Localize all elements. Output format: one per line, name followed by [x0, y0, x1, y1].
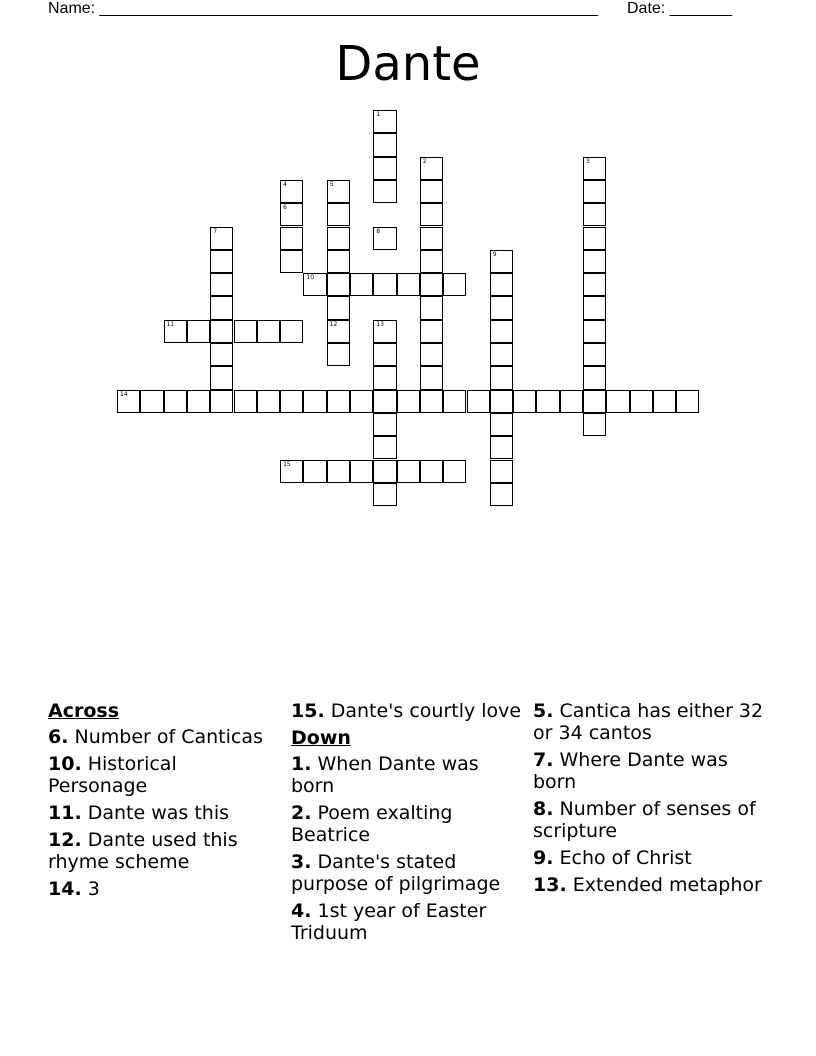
grid-cell[interactable] — [490, 436, 513, 459]
grid-cell[interactable] — [210, 273, 233, 296]
name-field-label: Name: ________________________________________________________ — [48, 0, 598, 17]
grid-cell[interactable] — [327, 296, 350, 319]
grid-cell[interactable] — [443, 460, 466, 483]
grid-cell[interactable] — [420, 157, 443, 180]
clue-down-13 — [533, 874, 765, 896]
grid-cell[interactable] — [373, 460, 396, 483]
clue-down-7 — [533, 749, 765, 793]
grid-cell[interactable] — [443, 390, 466, 413]
cell-number: 5 — [329, 180, 334, 188]
clue-number: 6. — [48, 726, 69, 748]
grid-cell[interactable] — [210, 343, 233, 366]
grid-cell[interactable] — [373, 343, 396, 366]
grid-cell[interactable] — [490, 413, 513, 436]
grid-cell[interactable] — [420, 203, 443, 226]
grid-cell[interactable] — [327, 460, 350, 483]
grid-cell[interactable] — [280, 250, 303, 273]
grid-cell[interactable] — [420, 250, 443, 273]
clue-across-10 — [48, 753, 280, 797]
grid-cell[interactable] — [257, 320, 280, 343]
grid-cell[interactable] — [280, 390, 303, 413]
grid-cell[interactable] — [653, 390, 676, 413]
clue-text: Number of senses of scripture — [533, 798, 756, 842]
grid-cell[interactable] — [583, 157, 606, 180]
grid-cell[interactable] — [373, 157, 396, 180]
clue-text: Dante's stated purpose of pilgrimage — [291, 851, 501, 895]
grid-cell[interactable] — [373, 390, 396, 413]
grid-cell[interactable] — [373, 273, 396, 296]
cell-number: 11 — [166, 320, 175, 328]
grid-cell[interactable] — [373, 320, 396, 343]
clue-number: 13. — [533, 874, 567, 896]
grid-cell[interactable] — [420, 343, 443, 366]
grid-cell[interactable] — [490, 250, 513, 273]
grid-cell[interactable] — [420, 296, 443, 319]
grid-cell[interactable] — [327, 273, 350, 296]
grid-cell[interactable] — [560, 390, 583, 413]
clue-across-6 — [48, 726, 280, 748]
grid-cell[interactable] — [490, 273, 513, 296]
clue-text: Dante used this rhyme scheme — [48, 829, 238, 873]
grid-cell[interactable] — [280, 320, 303, 343]
grid-cell[interactable] — [490, 460, 513, 483]
clue-number: 1. — [291, 753, 312, 775]
grid-cell[interactable] — [420, 180, 443, 203]
grid-cell[interactable] — [327, 390, 350, 413]
clue-across-15 — [291, 700, 523, 722]
clue-text: Echo of Christ — [559, 847, 692, 869]
grid-cell[interactable] — [327, 343, 350, 366]
grid-cell[interactable] — [210, 296, 233, 319]
grid-cell[interactable] — [280, 203, 303, 226]
grid-cell[interactable] — [490, 390, 513, 413]
clue-text: Where Dante was born — [533, 749, 728, 793]
grid-cell[interactable] — [187, 390, 210, 413]
cell-number: 6 — [283, 204, 287, 212]
cell-number: 7 — [213, 227, 218, 235]
clue-number: 9. — [533, 847, 554, 869]
grid-cell[interactable] — [210, 390, 233, 413]
grid-cell[interactable] — [467, 390, 490, 413]
clue-number: 14. — [48, 878, 82, 900]
grid-cell[interactable] — [676, 390, 699, 413]
grid-cell[interactable] — [583, 413, 606, 436]
grid-cell[interactable] — [443, 273, 466, 296]
grid-cell[interactable] — [420, 390, 443, 413]
clue-text: Dante was this — [87, 802, 230, 824]
cell-number: 10 — [306, 274, 315, 282]
clue-text: Historical Personage — [48, 753, 177, 797]
grid-cell[interactable] — [327, 203, 350, 226]
cell-number: 12 — [329, 320, 338, 328]
puzzle-title: Dante — [335, 36, 481, 92]
grid-cell[interactable] — [257, 390, 280, 413]
clue-number: 10. — [48, 753, 82, 775]
grid-cell[interactable] — [350, 273, 373, 296]
grid-cell[interactable] — [373, 483, 396, 506]
clue-across-11 — [48, 802, 280, 824]
cell-number: 2 — [422, 157, 427, 165]
cell-number: 14 — [120, 390, 128, 398]
grid-cell[interactable] — [490, 343, 513, 366]
grid-cell[interactable] — [583, 343, 606, 366]
grid-cell[interactable] — [234, 390, 257, 413]
grid-cell[interactable] — [327, 250, 350, 273]
grid-cell[interactable] — [583, 320, 606, 343]
clue-down-4 — [291, 900, 523, 944]
clue-number: 7. — [533, 749, 554, 771]
grid-cell[interactable] — [327, 180, 350, 203]
grid-cell[interactable] — [490, 296, 513, 319]
cell-number: 3 — [586, 157, 590, 165]
cell-number: 8 — [376, 227, 381, 235]
down-heading: Down — [291, 727, 351, 749]
grid-cell[interactable] — [420, 273, 443, 296]
grid-cell[interactable] — [164, 320, 187, 343]
grid-cell[interactable] — [210, 227, 233, 250]
clue-number: 8. — [533, 798, 554, 820]
grid-cell[interactable] — [187, 320, 210, 343]
clue-text: Poem exalting Beatrice — [291, 802, 453, 846]
grid-cell[interactable] — [117, 390, 140, 413]
grid-cell[interactable] — [280, 227, 303, 250]
grid-cell[interactable] — [280, 460, 303, 483]
across-heading: Across — [48, 700, 120, 722]
cell-number: 13 — [376, 320, 384, 328]
clue-number: 5. — [533, 700, 554, 722]
clues-column-1 — [48, 700, 280, 905]
clue-down-9 — [533, 847, 765, 869]
clues-column-2 — [291, 700, 523, 949]
cell-number: 15 — [283, 460, 291, 468]
clue-number: 11. — [48, 802, 82, 824]
clue-number: 4. — [291, 900, 312, 922]
clue-number: 15. — [291, 700, 325, 722]
clue-text: Dante's courtly love — [330, 700, 522, 722]
clue-down-3 — [291, 851, 523, 895]
grid-cell[interactable] — [373, 133, 396, 156]
grid-cell[interactable] — [490, 320, 513, 343]
grid-cell[interactable] — [210, 366, 233, 389]
grid-cell[interactable] — [513, 390, 536, 413]
grid-cell[interactable] — [490, 366, 513, 389]
grid-cell[interactable] — [327, 320, 350, 343]
clue-number: 3. — [291, 851, 312, 873]
grid-cell[interactable] — [327, 227, 350, 250]
clue-number: 2. — [291, 802, 312, 824]
grid-cell[interactable] — [583, 250, 606, 273]
grid-cell[interactable] — [583, 296, 606, 319]
clue-number: 12. — [48, 829, 82, 851]
grid-cell[interactable] — [583, 273, 606, 296]
grid-cell[interactable] — [140, 390, 163, 413]
grid-cell[interactable] — [420, 320, 443, 343]
clues-column-3 — [533, 700, 765, 901]
date-field-label: Date: _______ — [627, 0, 732, 17]
grid-cell[interactable] — [210, 250, 233, 273]
grid-cell[interactable] — [303, 273, 326, 296]
grid-cell[interactable] — [373, 436, 396, 459]
grid-cell[interactable] — [350, 390, 373, 413]
clue-text: When Dante was born — [291, 753, 479, 797]
grid-cell[interactable] — [490, 483, 513, 506]
clue-down-8 — [533, 798, 765, 842]
grid-cell[interactable] — [373, 413, 396, 436]
grid-cell[interactable] — [280, 180, 303, 203]
grid-cell[interactable] — [303, 390, 326, 413]
grid-cell[interactable] — [350, 460, 373, 483]
clue-across-14 — [48, 878, 280, 900]
grid-cell[interactable] — [583, 390, 606, 413]
clue-text: 1st year of Easter Triduum — [291, 900, 487, 944]
grid-cell[interactable] — [164, 390, 187, 413]
clue-text: 3 — [87, 878, 100, 900]
grid-cell[interactable] — [583, 180, 606, 203]
grid-cell[interactable] — [397, 390, 420, 413]
grid-cell[interactable] — [420, 460, 443, 483]
grid-cell[interactable] — [303, 460, 326, 483]
grid-cell[interactable] — [583, 203, 606, 226]
clue-down-5 — [533, 700, 765, 744]
cell-number: 4 — [283, 180, 287, 188]
cell-number: 9 — [492, 250, 497, 258]
grid-cell[interactable] — [373, 110, 396, 133]
grid-cell[interactable] — [583, 366, 606, 389]
grid-cell[interactable] — [583, 227, 606, 250]
grid-cell[interactable] — [397, 273, 420, 296]
clue-text: Cantica has either 32 or 34 cantos — [533, 700, 764, 744]
grid-cell[interactable] — [536, 390, 559, 413]
grid-cell[interactable] — [420, 366, 443, 389]
clue-across-12 — [48, 829, 280, 873]
clue-text: Number of Canticas — [74, 726, 263, 748]
grid-cell[interactable] — [606, 390, 629, 413]
clue-down-2 — [291, 802, 523, 846]
cell-number: 1 — [376, 111, 381, 118]
grid-cell[interactable] — [373, 180, 396, 203]
clue-text: Extended metaphor — [572, 874, 762, 896]
grid-cell[interactable] — [373, 227, 396, 250]
grid-cell[interactable] — [373, 366, 396, 389]
grid-cell[interactable] — [630, 390, 653, 413]
clue-down-1 — [291, 753, 523, 797]
grid-cell[interactable] — [420, 227, 443, 250]
grid-cell[interactable] — [397, 460, 420, 483]
grid-cell[interactable] — [234, 320, 257, 343]
grid-cell[interactable] — [210, 320, 233, 343]
